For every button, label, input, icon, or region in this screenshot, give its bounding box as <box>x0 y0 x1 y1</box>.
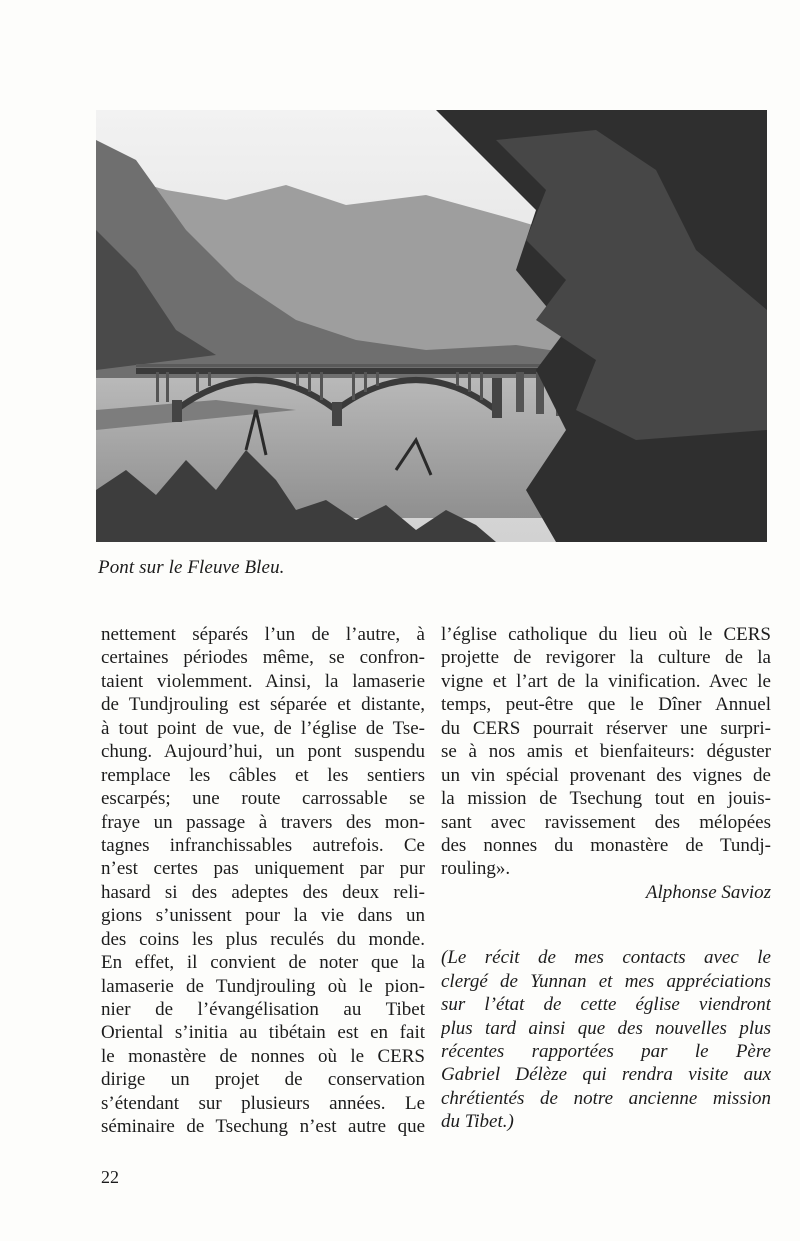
author-signature: Alphonse Savioz <box>645 881 771 903</box>
text-line: s’étendant sur plusieurs années. Le <box>101 1092 425 1114</box>
page-number: 22 <box>101 1167 119 1187</box>
text-line: des coins les plus reculés du monde. <box>101 928 425 950</box>
note-line: (Le récit de mes contacts avec le <box>441 947 771 969</box>
text-line: hasard si des adeptes des deux reli- <box>101 881 425 903</box>
text-line: taient violemment. Ainsi, la lamaserie <box>101 670 425 692</box>
left-column <box>101 623 425 1139</box>
text-line: se à nos amis et bienfaiteurs: déguster <box>441 741 771 763</box>
note-line: plus tard ainsi que des nouvelles plus <box>441 1017 771 1039</box>
text-line-last: rouling». <box>441 858 511 880</box>
note-line: sur l’état de cette église viendront <box>441 994 771 1016</box>
text-line: En effet, il convient de noter que la <box>101 952 425 974</box>
editorial-note <box>441 946 771 1134</box>
text-line: escarpés; une route carrossable se <box>101 788 425 810</box>
text-line: un vin spécial provenant des vignes de <box>441 764 771 786</box>
text-line: à tout point de vue, de l’église de Tse- <box>101 717 425 739</box>
text-line: de Tundjrouling est séparée et distante, <box>101 694 425 716</box>
text-line: du CERS pourrait réserver une surpri- <box>441 717 771 739</box>
text-line: fraye un passage à travers des mon- <box>101 811 425 833</box>
text-line: dirige un projet de conservation <box>101 1069 425 1091</box>
text-line: l’église catholique du lieu où le CERS <box>441 624 771 645</box>
text-line: n’est certes pas uniquement par pur <box>101 858 425 880</box>
text-line: gions s’unissent pour la vie dans un <box>101 905 425 927</box>
text-line: nettement séparés l’un de l’autre, à <box>101 624 425 645</box>
text-line: temps, peut-être que le Dîner Annuel <box>441 694 771 716</box>
text-line: vigne et l’art de la vinification. Avec le <box>441 670 771 692</box>
text-line: Oriental s’initia au tibétain est en fait <box>101 1022 425 1044</box>
note-line-last: du Tibet.) <box>441 1111 514 1133</box>
text-line: des nonnes du monastère de Tundj- <box>441 834 771 856</box>
text-line: tagnes infranchissables autrefois. Ce <box>101 834 425 856</box>
right-column <box>441 623 771 1134</box>
text-line: le monastère de nonnes où le CERS <box>101 1045 425 1067</box>
text-line: certaines périodes même, se confron- <box>101 647 425 669</box>
text-line: remplace les câbles et les sentiers <box>101 764 425 786</box>
text-line: lamaserie de Tundjrouling où le pion- <box>101 975 425 997</box>
text-line: projette de revigorer la culture de la <box>441 647 771 669</box>
bridge-over-river-photo <box>96 110 767 542</box>
bridge-photo <box>96 110 767 542</box>
note-line: Gabriel Délèze qui rendra visite aux <box>441 1064 771 1086</box>
note-line: récentes rapportées par le Père <box>441 1041 771 1062</box>
note-line: chrétientés de notre ancienne mission <box>441 1087 771 1109</box>
text-line: séminaire de Tsechung n’est autre que <box>101 1116 425 1138</box>
text-line: nier de l’évangélisation au Tibet <box>101 999 425 1020</box>
text-line: sant avec ravissement des mélopées <box>441 811 771 833</box>
text-line: la mission de Tsechung tout en jouis- <box>441 788 771 810</box>
photo-caption: Pont sur le Fleuve Bleu. <box>98 557 285 578</box>
note-line: clergé de Yunnan et mes appréciations <box>441 970 771 992</box>
text-line: chung. Aujourd’hui, un pont suspendu <box>101 741 425 763</box>
